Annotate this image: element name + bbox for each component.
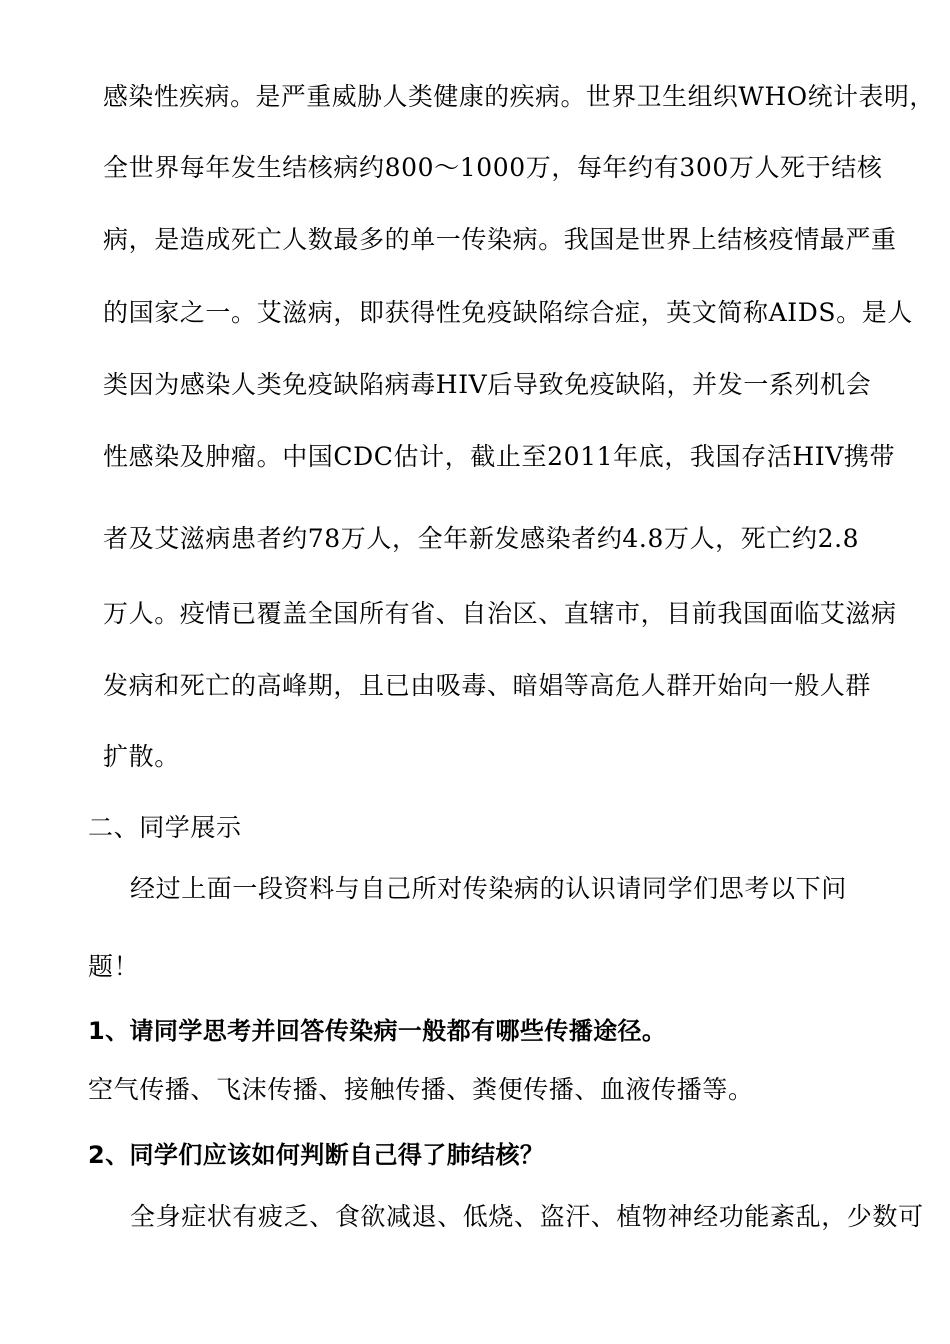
intro-line-2: 题！ (88, 952, 140, 981)
paragraph-line-8: 万人。疫情已覆盖全国所有省、自治区、直辖市，目前我国面临艾滋病 (103, 599, 897, 628)
answer-1: 空气传播、飞沫传播、接触传播、粪便传播、血液传播等。 (88, 1075, 754, 1104)
paragraph-line-5: 类因为感染人类免疫缺陷病毒HIV后导致免疫缺陷，并发一系列机会 (103, 370, 872, 399)
paragraph-line-2: 全世界每年发生结核病约800～1000万，每年约有300万人死于结核 (103, 153, 883, 182)
paragraph-line-9: 发病和死亡的高峰期，且已由吸毒、暗娼等高危人群开始向一般人群 (103, 671, 872, 700)
paragraph-line-10: 扩散。 (103, 742, 180, 771)
question-2: 2、同学们应该如何判断自己得了肺结核？ (88, 1141, 545, 1169)
paragraph-line-3: 病，是造成死亡人数最多的单一传染病。我国是世界上结核疫情最严重 (103, 225, 897, 254)
paragraph-line-4: 的国家之一。艾滋病，即获得性免疫缺陷综合症，英文简称AIDS。是人 (103, 298, 913, 327)
answer-2-line-1: 全身症状有疲乏、食欲减退、低烧、盗汗、植物神经功能紊乱，少数可 (130, 1202, 924, 1231)
paragraph-line-6: 性感染及肿瘤。中国CDC估计，截止至2011年底，我国存活HIV携带 (103, 442, 896, 471)
paragraph-line-1: 感染性疾病。是严重威胁人类健康的疾病。世界卫生组织WHO统计表明， (103, 82, 935, 111)
question-1: 1、请同学思考并回答传染病一般都有哪些传播途径。 (88, 1017, 667, 1045)
paragraph-line-7: 者及艾滋病患者约78万人，全年新发感染者约4.8万人，死亡约2.8 (103, 524, 860, 553)
section-heading: 二、同学展示 (88, 813, 242, 842)
intro-line-1: 经过上面一段资料与自己所对传染病的认识请同学们思考以下问 (130, 874, 847, 903)
